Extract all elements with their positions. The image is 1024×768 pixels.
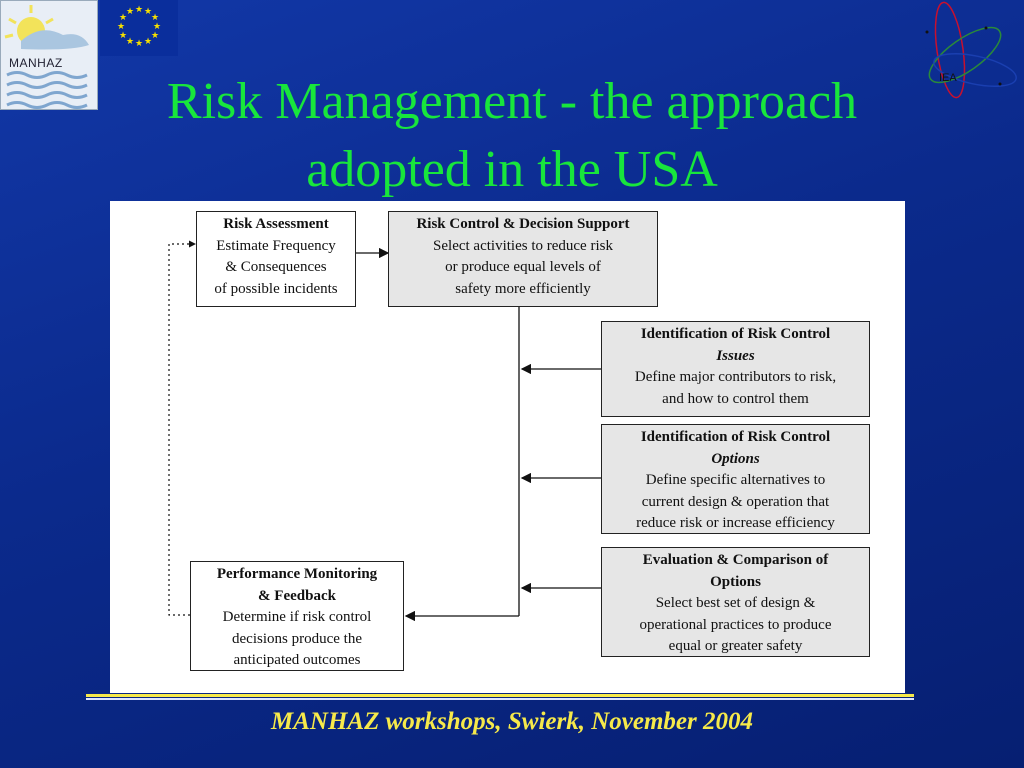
performance-monitoring-box [190, 561, 404, 671]
monitoring-heading: Performance Monitoring [216, 566, 378, 582]
evaluation-line: Select best set of design & [655, 595, 816, 611]
issues-line: Define major contributors to risk, [634, 369, 837, 385]
footer-rule-yellow [86, 694, 914, 697]
risk-assessment-heading: Risk Assessment [223, 216, 329, 232]
issues-subheading: Issues [716, 347, 755, 364]
risk-assessment-line: & Consequences [225, 259, 327, 275]
feedback-dotted-loop [169, 244, 194, 615]
svg-text:★: ★ [143, 7, 153, 17]
feedback-arrowhead [189, 241, 196, 248]
slide-title [60, 68, 964, 204]
options-line: reduce risk or increase efficiency [636, 515, 835, 531]
slide-footer: MANHAZ workshops, Swierk, November 2004 [271, 708, 753, 735]
risk-management-diagram [110, 201, 905, 693]
monitoring-line: decisions produce the [232, 630, 362, 647]
slide-title-line1: Risk Management - the approach [166, 73, 858, 130]
iea-logo-label: IEA [939, 72, 957, 84]
risk-control-line: safety more efficiently [455, 280, 591, 297]
monitoring-line: Determine if risk control [222, 609, 372, 625]
risk-control-issues-box [601, 321, 870, 417]
svg-text:★: ★ [150, 13, 160, 23]
options-heading: Identification of Risk Control [640, 429, 831, 445]
options-line: current design & operation that [641, 493, 830, 510]
svg-text:★: ★ [125, 7, 135, 17]
options-line: Define specific alternatives to [645, 472, 826, 488]
evaluation-line: equal or greater safety [668, 638, 803, 654]
evaluation-comparison-box [601, 547, 870, 657]
risk-assessment-line: Estimate Frequency [216, 237, 336, 254]
svg-text:★: ★ [143, 37, 153, 47]
evaluation-heading2: Options [710, 573, 761, 590]
svg-text:★: ★ [134, 39, 144, 49]
risk-control-box [388, 211, 658, 307]
svg-text:★: ★ [125, 37, 135, 47]
risk-control-heading: Risk Control & Decision Support [416, 216, 630, 232]
manhaz-logo-label: MANHAZ [9, 56, 63, 70]
svg-text:★: ★ [118, 31, 128, 41]
svg-text:★: ★ [116, 22, 126, 32]
svg-text:★: ★ [152, 22, 162, 32]
risk-control-options-box [601, 424, 870, 534]
evaluation-heading: Evaluation & Comparison of [642, 552, 829, 568]
risk-control-line: Select activities to reduce risk [433, 237, 613, 254]
issues-line: and how to control them [662, 390, 809, 407]
footer-rule-white [86, 698, 914, 700]
issues-heading: Identification of Risk Control [640, 326, 831, 342]
svg-text:★: ★ [150, 31, 160, 41]
risk-assessment-box [196, 211, 356, 307]
evaluation-line: operational practices to produce [639, 616, 832, 633]
risk-assessment-line: of possible incidents [214, 280, 338, 297]
slide-title-line2: adopted in the USA [306, 141, 718, 198]
monitoring-heading2: & Feedback [258, 587, 336, 604]
eu-flag-icon [100, 0, 178, 56]
options-subheading: Options [711, 450, 760, 467]
risk-control-line: or produce equal levels of [445, 259, 601, 275]
svg-text:★: ★ [118, 13, 128, 23]
svg-text:★: ★ [134, 5, 144, 15]
monitoring-line: anticipated outcomes [233, 652, 361, 668]
